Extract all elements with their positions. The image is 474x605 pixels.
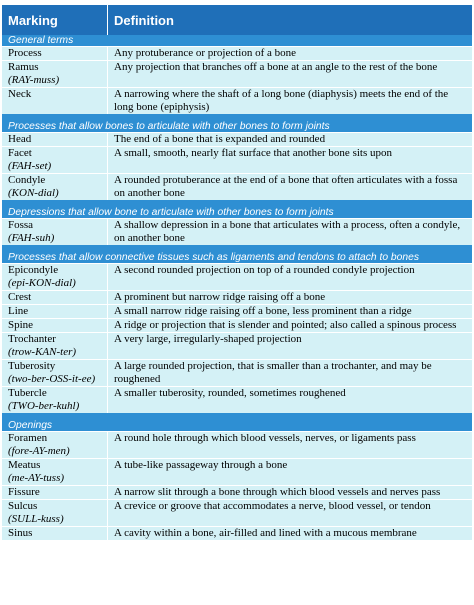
marking-pronunciation: (KON-dial)	[8, 187, 59, 199]
table-body	[2, 35, 472, 540]
table-row	[2, 146, 472, 173]
definition-cell: A smaller tuberosity, rounded, sometimes roughened	[114, 387, 346, 399]
definition-cell: A prominent but narrow ridge raising off a bone	[114, 291, 326, 303]
marking-pronunciation: (FAH-set)	[8, 160, 52, 172]
marking-cell	[2, 264, 108, 290]
marking-name: Facet	[8, 147, 32, 159]
marking-name: Crest	[8, 291, 32, 303]
table-row	[2, 332, 472, 359]
marking-pronunciation: (two-ber-OSS-it-ee)	[8, 373, 96, 385]
marking-cell	[2, 61, 108, 87]
marking-name: Tuberosity	[8, 360, 56, 372]
marking-name: Sulcus	[8, 500, 38, 512]
table-row	[2, 386, 472, 413]
definition-cell: Any projection that branches off a bone at an angle to the rest of the bone	[114, 61, 438, 73]
marking-name: Head	[8, 133, 32, 145]
definition-cell: A cavity within a bone, air-filled and lined with a mucous membrane	[114, 527, 417, 539]
marking-name: Epicondyle	[8, 264, 59, 276]
marking-name: Foramen	[8, 432, 48, 444]
marking-cell	[2, 147, 108, 173]
section-header: Depressions that allow bone to articulate with other bones to form joints	[2, 200, 472, 218]
table-row	[2, 499, 472, 526]
marking-cell	[2, 486, 108, 499]
marking-name: Tubercle	[8, 387, 47, 399]
marking-cell	[2, 133, 108, 146]
definition-cell: A crevice or groove that accommodates a nerve, blood vessel, or tendon	[114, 500, 431, 512]
bone-markings-table	[2, 5, 472, 604]
section-header: Openings	[2, 413, 472, 431]
table-row	[2, 218, 472, 245]
marking-pronunciation: (fore-AY-men)	[8, 445, 70, 457]
marking-cell	[2, 527, 108, 540]
section-header: General terms	[2, 35, 472, 46]
table-row	[2, 526, 472, 540]
marking-pronunciation: (epi-KON-dial)	[8, 277, 76, 289]
table-row	[2, 290, 472, 304]
definition-cell: The end of a bone that is expanded and rounded	[114, 133, 326, 145]
marking-pronunciation: (me-AY-tuss)	[8, 472, 65, 484]
definition-cell: A large rounded projection, that is smaller than a trochanter, and may be roughened	[114, 360, 432, 385]
marking-name: Meatus	[8, 459, 41, 471]
section-header: Processes that allow bones to articulate with other bones to form joints	[2, 114, 472, 132]
table-row	[2, 431, 472, 458]
definition-cell: A round hole through which blood vessels, nerves, or ligaments pass	[114, 432, 416, 444]
section-header: Processes that allow connective tissues such as ligaments and tendons to attach to bones	[2, 245, 472, 263]
table-row	[2, 485, 472, 499]
marking-cell	[2, 387, 108, 413]
marking-cell	[2, 291, 108, 304]
definition-cell: A small, smooth, nearly flat surface that another bone sits upon	[114, 147, 392, 159]
marking-pronunciation: (FAH-suh)	[8, 232, 55, 244]
marking-cell	[2, 47, 108, 60]
marking-cell	[2, 319, 108, 332]
definition-cell: A second rounded projection on top of a rounded condyle projection	[114, 264, 415, 276]
table-row	[2, 46, 472, 60]
table-row	[2, 458, 472, 485]
table-row	[2, 359, 472, 386]
table-row	[2, 132, 472, 146]
marking-name: Neck	[8, 88, 32, 100]
table-row	[2, 60, 472, 87]
header-definition: Definition	[114, 12, 174, 28]
marking-name: Trochanter	[8, 333, 56, 345]
marking-name: Fissure	[8, 486, 40, 498]
definition-cell: A rounded protuberance at the end of a bone that often articulates with a fossa on another bone	[114, 174, 458, 199]
marking-cell	[2, 500, 108, 526]
marking-cell	[2, 360, 108, 386]
marking-name: Sinus	[8, 527, 33, 539]
table-row	[2, 318, 472, 332]
marking-name: Condyle	[8, 174, 46, 186]
definition-cell: A very large, irregularly-shaped projection	[114, 333, 302, 345]
definition-cell: A tube-like passageway through a bone	[114, 459, 288, 471]
marking-cell	[2, 333, 108, 359]
marking-name: Process	[8, 47, 42, 59]
marking-pronunciation: (RAY-muss)	[8, 74, 60, 86]
marking-pronunciation: (trow-KAN-ter)	[8, 346, 77, 358]
marking-pronunciation: (TWO-ber-kuhl)	[8, 400, 80, 412]
table-row	[2, 263, 472, 290]
marking-cell	[2, 459, 108, 485]
definition-cell: A shallow depression in a bone that articulates with a process, often a condyle, on another bone	[114, 219, 461, 244]
table-row	[2, 173, 472, 200]
marking-name: Ramus	[8, 61, 39, 73]
definition-cell: A small narrow ridge raising off a bone, less prominent than a ridge	[114, 305, 412, 317]
table-row	[2, 87, 472, 114]
marking-cell	[2, 88, 108, 114]
header-marking: Marking	[2, 5, 108, 35]
marking-cell	[2, 219, 108, 245]
marking-pronunciation: (SULL-kuss)	[8, 513, 64, 525]
marking-name: Spine	[8, 319, 34, 331]
table-header-row	[2, 5, 472, 35]
definition-cell: Any protuberance or projection of a bone	[114, 47, 297, 59]
marking-name: Line	[8, 305, 29, 317]
marking-cell	[2, 174, 108, 200]
definition-cell: A narrow slit through a bone through which blood vessels and nerves pass	[114, 486, 441, 498]
marking-cell	[2, 305, 108, 318]
table-row	[2, 304, 472, 318]
marking-cell	[2, 432, 108, 458]
marking-name: Fossa	[8, 219, 34, 231]
definition-cell: A ridge or projection that is slender and pointed; also called a spinous process	[114, 319, 457, 331]
definition-cell: A narrowing where the shaft of a long bone (diaphysis) meets the end of the long bone (epiphysis)	[114, 88, 449, 113]
